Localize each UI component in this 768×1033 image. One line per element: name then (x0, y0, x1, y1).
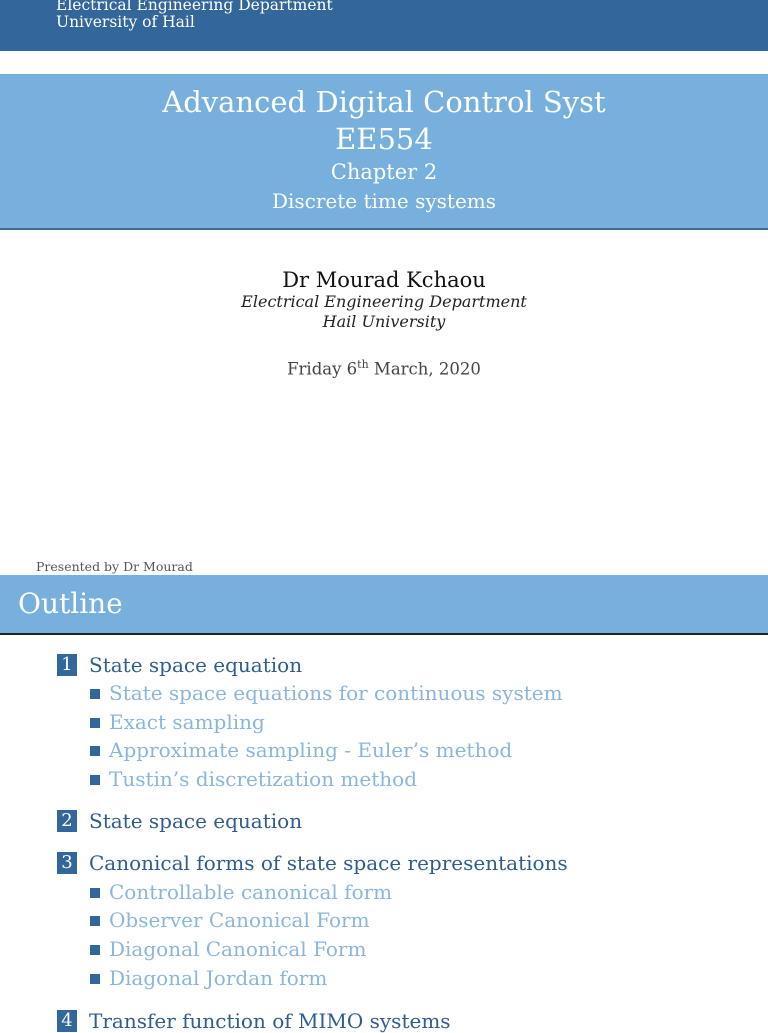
section-label-2: State space equation (89, 809, 303, 833)
outline-subsection-1-4[interactable] (90, 767, 417, 791)
header-department: Electrical Engineering Department (56, 0, 333, 14)
subsection-label: Controllable canonical form (109, 880, 393, 904)
date-superscript: th (357, 358, 369, 371)
square-bullet-icon (90, 888, 100, 898)
slide-footer: Presented by Dr Mourad (36, 559, 193, 574)
author-name: Dr Mourad Kchaou (282, 268, 486, 292)
outline-header-band (0, 575, 768, 635)
square-bullet-icon (90, 916, 100, 926)
section-label-3: Canonical forms of state space representations (89, 851, 568, 875)
slide-header-band (0, 0, 768, 51)
outline-title: Outline (18, 587, 123, 620)
date-suffix: March, 2020 (368, 359, 481, 379)
section-number-1: 1 (57, 654, 77, 676)
square-bullet-icon (90, 945, 100, 955)
course-code: EE554 (335, 122, 433, 156)
subsection-label: Tustin’s discretization method (109, 767, 418, 791)
outline-section-1[interactable] (57, 654, 302, 676)
date-prefix: Friday 6 (287, 359, 358, 379)
outline-subsection-1-1[interactable] (90, 681, 563, 705)
author-university: Hail University (322, 312, 446, 331)
outline-section-4[interactable] (57, 1010, 451, 1032)
chapter-subtitle: Discrete time systems (271, 189, 497, 213)
outline-subsection-3-4[interactable] (90, 966, 327, 990)
section-label-4: Transfer function of MIMO systems (89, 1009, 451, 1033)
section-number-3: 3 (57, 852, 77, 874)
outline-subsection-1-2[interactable] (90, 710, 265, 734)
section-number-2: 2 (57, 810, 77, 832)
outline-section-3[interactable] (57, 852, 568, 874)
square-bullet-icon (90, 974, 100, 984)
title-band (0, 74, 768, 230)
outline-section-2[interactable] (57, 810, 302, 832)
subsection-label: Approximate sampling - Euler’s method (109, 738, 513, 762)
outline-subsection-1-3[interactable] (90, 738, 512, 762)
square-bullet-icon (90, 689, 100, 699)
subsection-label: State space equations for continuous system (109, 681, 563, 705)
chapter-label: Chapter 2 (330, 160, 438, 184)
presentation-date (0, 354, 768, 381)
square-bullet-icon (90, 718, 100, 728)
subsection-label: Exact sampling (109, 710, 265, 734)
outline-subsection-3-2[interactable] (90, 908, 370, 932)
section-label-1: State space equation (89, 653, 303, 677)
square-bullet-icon (90, 746, 100, 756)
square-bullet-icon (90, 775, 100, 785)
outline-subsection-3-3[interactable] (90, 937, 366, 961)
header-university: University of Hail (56, 13, 195, 31)
outline-subsection-3-1[interactable] (90, 880, 392, 904)
subsection-label: Diagonal Jordan form (109, 966, 328, 990)
author-department: Electrical Engineering Department (241, 292, 527, 311)
presentation-title: Advanced Digital Control Syst (162, 85, 606, 119)
subsection-label: Diagonal Canonical Form (109, 937, 367, 961)
section-number-4: 4 (57, 1010, 77, 1032)
subsection-label: Observer Canonical Form (109, 908, 370, 932)
